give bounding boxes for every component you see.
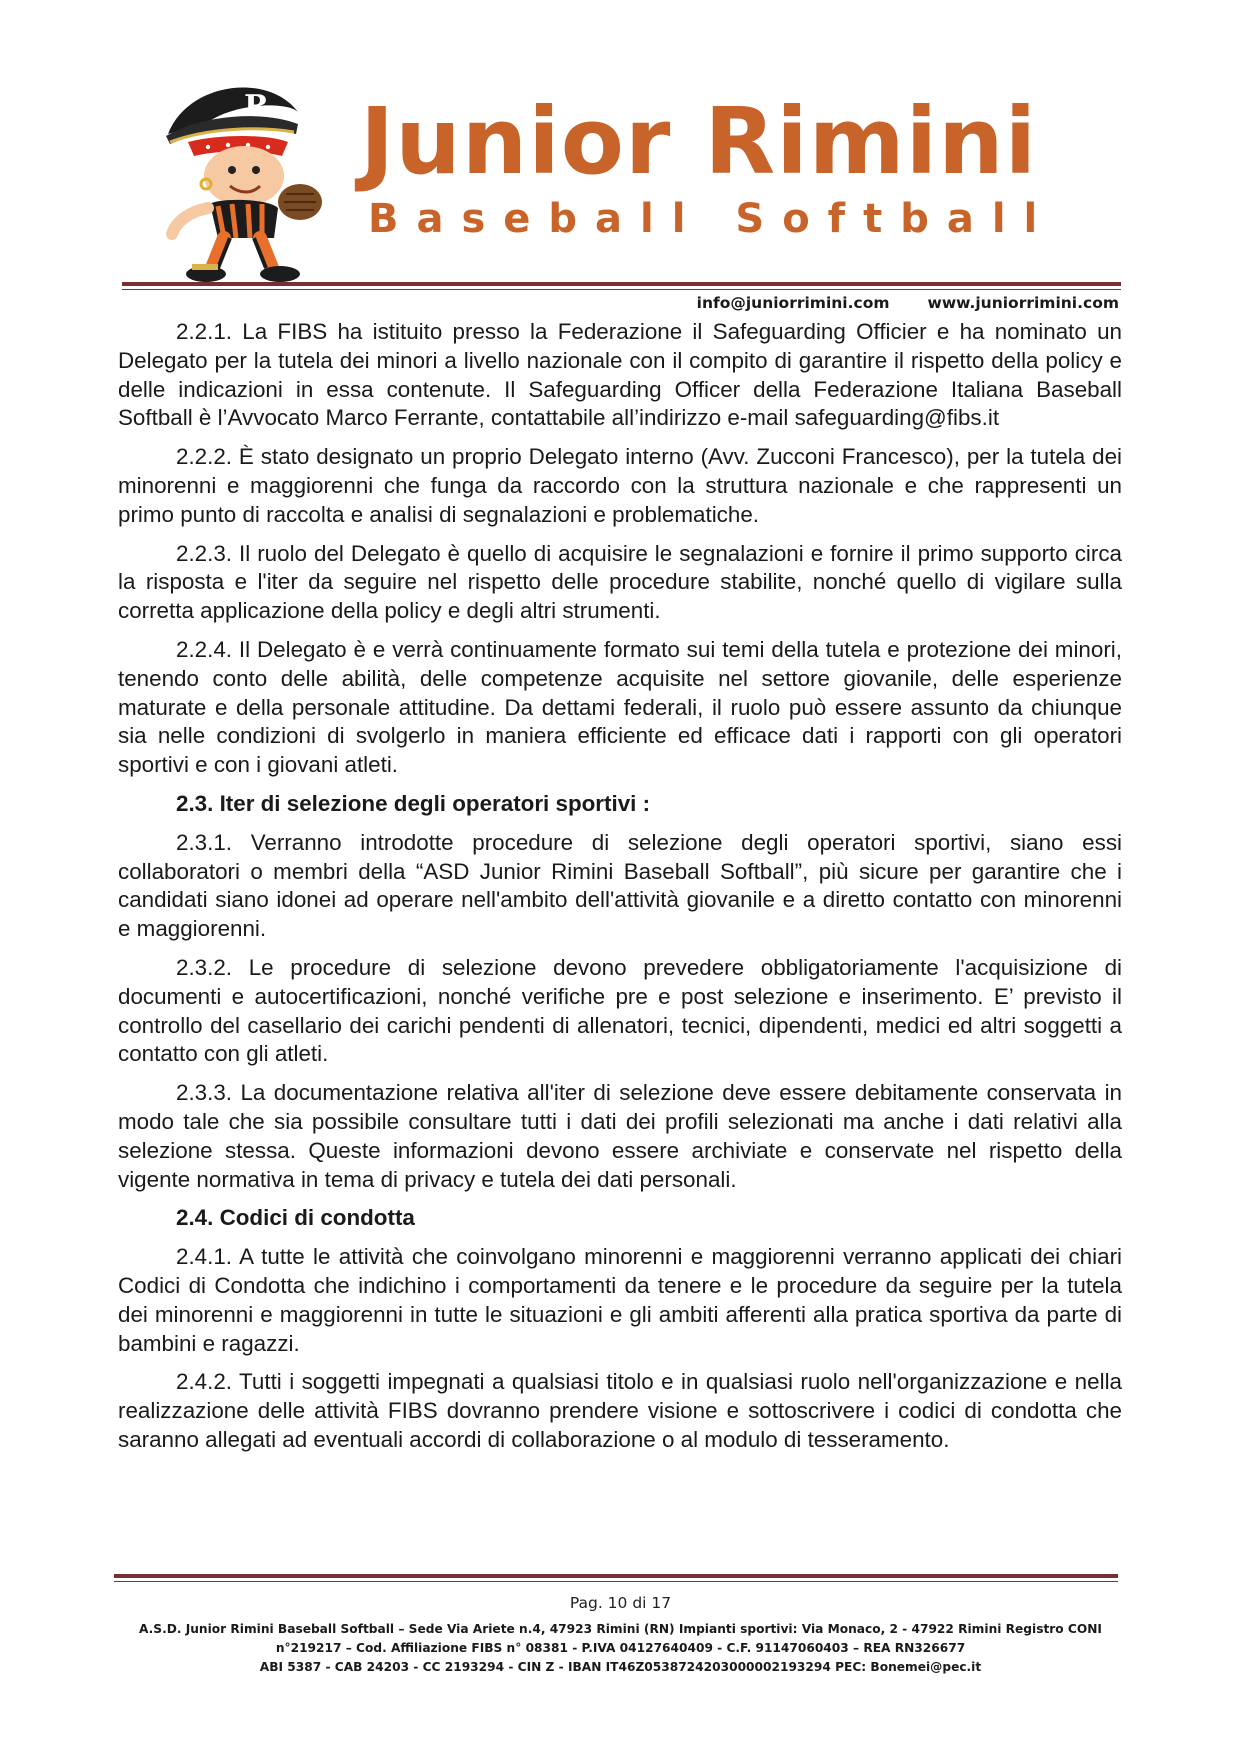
email-link[interactable]: info@juniorrimini.com: [696, 294, 890, 312]
svg-text:R: R: [244, 89, 269, 124]
paragraph-2-4-2: 2.4.2. Tutti i soggetti impegnati a qualsiasi titolo e in qualsiasi ruolo nell'organizzazione e nella realizzazione delle attività FIBS dovranno prendere visione e sottoscrivere i codici di condotta che saranno allegati ad eventuali accordi di collaborazione o al modulo di tesseramento.: [118, 1369, 1122, 1452]
header-divider-thin: [122, 289, 1121, 290]
pirate-mascot-icon: [148, 72, 338, 284]
header-contacts: [697, 294, 1119, 312]
pirate-mascot-logo: [148, 72, 338, 284]
brand-block: [360, 88, 1056, 242]
footer-divider: [114, 1574, 1118, 1578]
footer-line-1: A.S.D. Junior Rimini Baseball Softball – Sede Via Ariete n.4, 47923 Rimini (RN) Impianti sportivi: Via Monaco, 2 - 47922 Rimini Registro CONI: [139, 1622, 1102, 1636]
footer-line-2: n°219217 – Cod. Affiliazione FIBS n° 08381 - P.IVA 04127640409 - C.F. 91147060403 – REA RN326677: [275, 1641, 966, 1655]
brand-title: Junior Rimini: [360, 88, 1038, 195]
paragraph-2-4-1: 2.4.1. A tutte le attività che coinvolgano minorenni e maggiorenni verranno applicati dei chiari Codici di Condotta che indichino i comportamenti da tenere e le procedure da seguire per la tutela dei minorenni e maggiorenni in tutte le situazioni e gli ambiti afferenti alla pratica sportiva da parte di bambini e ragazzi.: [118, 1244, 1122, 1356]
paragraph-2-3-3: 2.3.3. La documentazione relativa all'iter di selezione deve essere debitamente conservata in modo tale che sia possibile consultare tutti i dati dei profili selezionati ma anche i dati relativi alla selezione stessa. Queste informazioni devono essere archiviate e conservate nel rispetto della vigente normativa in tema di privacy e tutela dei dati personali.: [118, 1080, 1122, 1192]
footer-legal-info: [90, 1620, 1151, 1677]
document-body: [118, 318, 1122, 1465]
paragraph-2-2-3: 2.2.3. Il ruolo del Delegato è quello di acquisire le segnalazioni e fornire il primo supporto circa la risposta e l'iter da seguire nel rispetto delle procedure stabilite, nonché quello di vigilare sulla corretta applicazione della policy e degli altri strumenti.: [118, 540, 1122, 624]
footer-line-3: ABI 5387 - CAB 24203 - CC 2193294 - CIN Z - IBAN IT46Z0538724203000002193294 PEC: Bonemei@pec.it: [259, 1660, 982, 1674]
brand-subtitle: Baseball Softball: [368, 196, 1056, 242]
header-divider: [122, 282, 1121, 286]
paragraph-2-2-2: 2.2.2. È stato designato un proprio Delegato interno (Avv. Zucconi Francesco), per la tutela dei minorenni e maggiorenni che funga da raccordo con la struttura nazionale e che rappresenti un primo punto di raccolta e analisi di segnalazioni e problematiche.: [118, 444, 1122, 527]
section-heading-2-3: 2.3. Iter di selezione degli operatori sportivi :: [176, 790, 651, 816]
paragraph-2-3-2: 2.3.2. Le procedure di selezione devono prevedere obbligatoriamente l'acquisizione di documenti e autocertificazioni, nonché verifiche pre e post selezione e inserimento. E’ previsto il controllo del casellario dei carichi pendenti di allenatori, tecnici, dipendenti, medici ed altri soggetti a contatto con gli atleti.: [118, 954, 1122, 1067]
paragraph-2-2-1: 2.2.1. La FIBS ha istituito presso la Federazione il Safeguarding Officier e ha nominato un Delegato per la tutela dei minori a livello nazionale con il compito di garantire il rispetto della policy e delle indicazioni in essa contenute. Il Safeguarding Officer della Federazione Italiana Baseball Softball è l’Avvocato Marco Ferrante, contattabile all’indirizzo e-mail safeguarding@fibs.it: [118, 319, 1122, 431]
footer-divider-thin: [114, 1581, 1118, 1582]
paragraph-2-2-4: 2.2.4. Il Delegato è e verrà continuamente formato sui temi della tutela e protezione dei minori, tenendo conto delle abilità, delle competenze acquisite nel settore giovanile, delle esperienze maturate e della personale attitudine. Da dettami federali, il ruolo può essere assunto da chiunque sia nelle condizioni di svolgerlo in maniera efficiente ed efficace dati i rapporti con gli operatori sportivi e con i giovani atleti.: [118, 636, 1122, 778]
page-number: Pag. 10 di 17: [569, 1594, 672, 1612]
section-heading-2-4: 2.4. Codici di condotta: [176, 1205, 415, 1231]
paragraph-2-3-1: 2.3.1. Verranno introdotte procedure di selezione degli operatori sportivi, siano essi collaboratori o membri della “ASD Junior Rimini Baseball Softball”, più sicure per garantire che i candidati siano idonei ad operare nell'ambito dell'attività giovanile e a diretto contatto con minorenni e maggiorenni.: [118, 829, 1122, 942]
website-link[interactable]: www.juniorrimini.com: [927, 294, 1119, 312]
